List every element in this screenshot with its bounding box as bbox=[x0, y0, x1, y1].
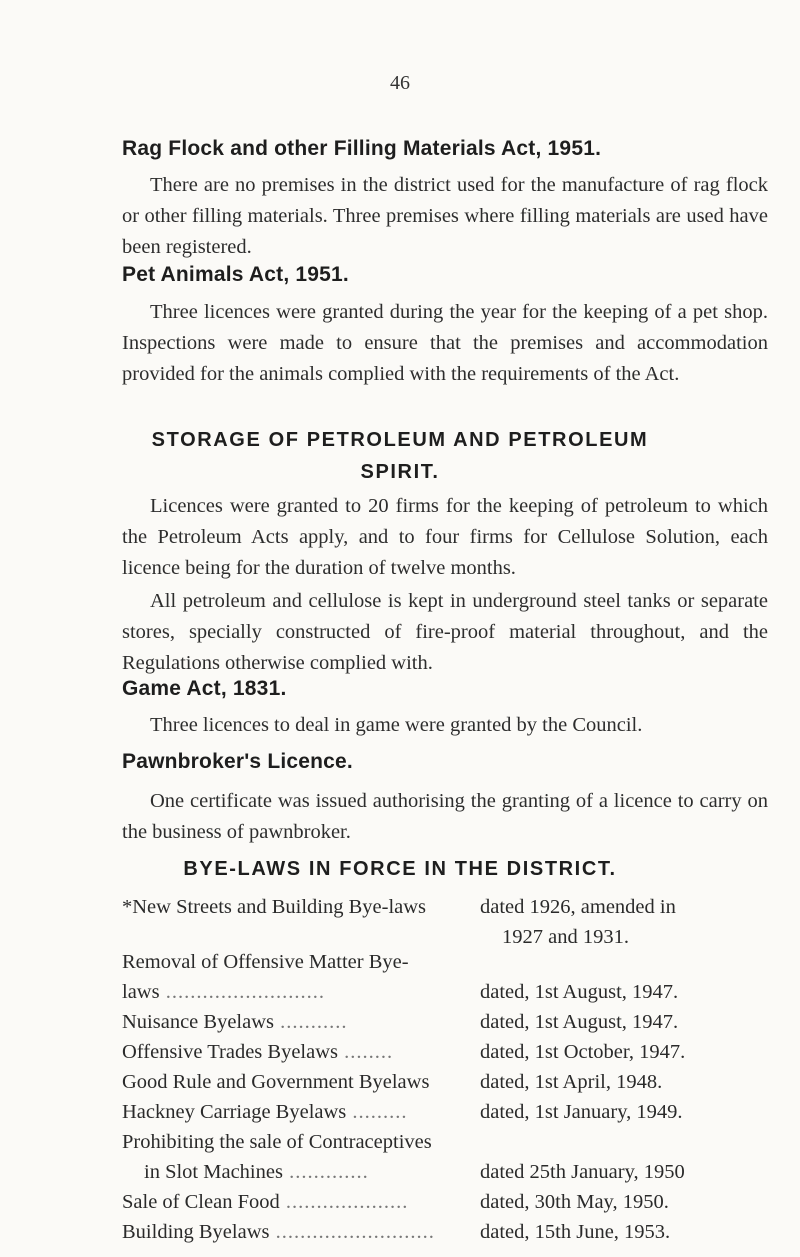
heading-byelaws: BYE-LAWS IN FORCE IN THE DISTRICT. bbox=[183, 858, 617, 880]
byelaw-name: Removal of Offensive Matter Bye- laws .......................... bbox=[122, 951, 409, 1003]
byelaw-date: dated, 1st August, 1947. bbox=[480, 1011, 679, 1033]
heading-game-act: Game Act, 1831. bbox=[122, 677, 287, 700]
byelaw-name: Prohibiting the sale of Contraceptives in Slot Machines ............. bbox=[122, 1131, 432, 1183]
byelaw-name: Offensive Trades Byelaws ........ bbox=[122, 1041, 394, 1063]
heading-pet-animals: Pet Animals Act, 1951. bbox=[122, 263, 349, 286]
byelaw-name: Hackney Carriage Byelaws ......... bbox=[122, 1101, 408, 1123]
paragraph-rag-flock: There are no premises in the district used for the manufacture of rag flock or other filling materials. Three premises where filling materials are used have been registered. bbox=[122, 174, 768, 258]
heading-petroleum-line1: STORAGE OF PETROLEUM AND PETROLEUM bbox=[151, 429, 649, 451]
page-number: 46 bbox=[390, 72, 410, 94]
byelaw-date: dated, 30th May, 1950. bbox=[480, 1191, 669, 1213]
heading-rag-flock: Rag Flock and other Filling Materials Act, 1951. bbox=[122, 137, 602, 160]
byelaw-date: dated, 1st October, 1947. bbox=[480, 1041, 686, 1063]
paragraph-pet-animals: Three licences were granted during the year for the keeping of a pet shop. Inspections were made to ensure that the premises and accommodation provided for the animals complied with the requirements of the Act. bbox=[122, 301, 768, 385]
byelaw-name: Good Rule and Government Byelaws bbox=[122, 1071, 430, 1093]
byelaw-date: dated, 15th June, 1953. bbox=[480, 1221, 671, 1243]
byelaw-date: dated 1926, amended in 1927 and 1931. bbox=[480, 896, 676, 948]
byelaw-name: Building Byelaws .......................... bbox=[122, 1221, 435, 1243]
paragraph-petroleum-1: Licences were granted to 20 firms for the keeping of petroleum to which the Petroleum Acts apply, and to four firms for Cellulose Solution, each licence being for the duration of twelve months. bbox=[122, 495, 768, 579]
byelaw-date: dated, 1st January, 1949. bbox=[480, 1101, 683, 1123]
paragraph-pawnbroker: One certificate was issued authorising the granting of a licence to carry on the business of pawnbroker. bbox=[122, 790, 768, 843]
heading-petroleum-line2: SPIRIT. bbox=[360, 461, 440, 483]
heading-pawnbroker: Pawnbroker's Licence. bbox=[122, 750, 353, 773]
byelaw-date: dated, 1st August, 1947. bbox=[480, 981, 679, 1003]
byelaw-name: Nuisance Byelaws ........... bbox=[122, 1011, 348, 1033]
byelaw-date: dated, 1st April, 1948. bbox=[480, 1071, 663, 1093]
paragraph-game-act: Three licences to deal in game were granted by the Council. bbox=[150, 714, 643, 736]
byelaw-date: dated 25th January, 1950 bbox=[480, 1161, 685, 1183]
byelaw-name: Sale of Clean Food .................... bbox=[122, 1191, 409, 1213]
byelaw-name: *New Streets and Building Bye-laws bbox=[122, 896, 427, 918]
paragraph-petroleum-2: All petroleum and cellulose is kept in underground steel tanks or separate stores, specially constructed of fire-proof material throughout, and the Regulations otherwise complied with. bbox=[122, 590, 768, 674]
